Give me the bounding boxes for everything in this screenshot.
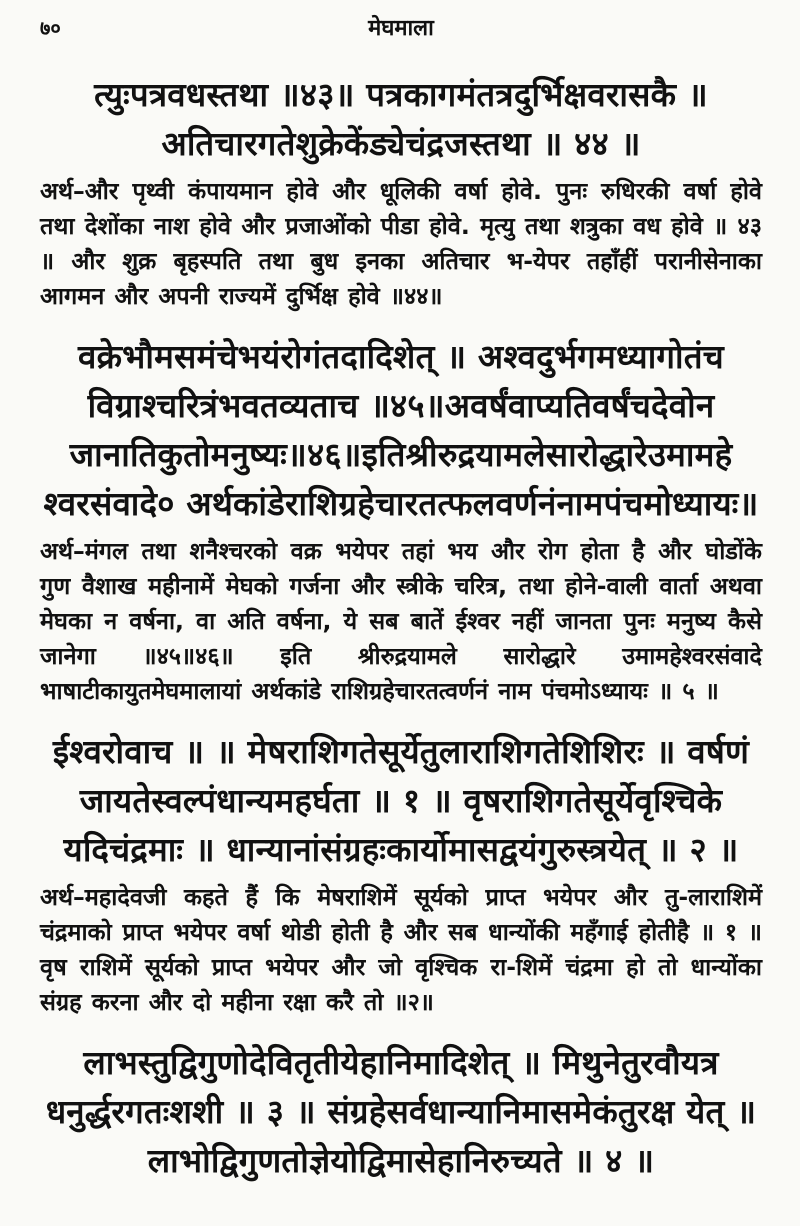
hindi-commentary-1-2: अर्थ–महादेवजी कहते हैं कि मेषराशिमें सूर्यको प्राप्त भयेपर और तु-लाराशिमें चंद्रमाको प्राप्त भयेपर वर्षा थोडी होती है और सब धान्योंकी महँगाई होतीहै ॥ १ ॥ वृष राशिमें सूर्यको प्राप्त भयेपर और जो वृश्चिक रा-शिमें चंद्रमा हो तो धान्योंका संग्रह करना और दो महीना रक्षा करै तो ॥२॥ (40, 883, 762, 1016)
page-body (40, 70, 762, 1185)
hindi-commentary-43-44: अर्थ–और पृथ्वी कंपायमान होवे और धूलिकी वर्षा होवे. पुनः रुधिरकी वर्षा होवे तथा देशोंका नाश होवे और प्रजाओंको पीडा होवे. मृत्यु तथा शत्रुका वध होवे ॥ ४३ ॥ और शुक्र बृहस्पति तथा बुध इनका अतिचार भ-येपर तहाँहीं परानीसेनाका आगमन और अपनी राज्यमें दुर्भिक्ष होवे ॥४४॥ (40, 177, 762, 310)
sanskrit-verse-45-46-colophon: वक्रेभौमसमंचेभयंरोगंतदादिशेत् ॥ अश्वदुर्भगमध्यागोतंच विग्राश्चरित्रंभवतव्यताच ॥४५॥अवर्षंवाप्यतिवर्षंचदेवोन जानातिकुतोमनुष्यः॥४६॥इतिश्रीरुद्रयामलेसारोद्धारेउमामहे श्वरसंवादे० अर्थकांडेराशिग्रहेचारतत्फलवर्णनंनामपंचमोध्यायः॥ (43, 337, 759, 523)
running-header (40, 10, 762, 44)
running-title: मेघमाला (368, 16, 434, 41)
page-number: ७० (40, 16, 61, 40)
hindi-commentary-45-46-colophon: अर्थ–मंगल तथा शनैश्चरको वक्र भयेपर तहां भय और रोग होता है और घोडोंके गुण वैशाख महीनामें मेघको गर्जना और स्त्रीके चरित्र, तथा होने-वाली वार्ता अथवा मेघका न वर्षना, वा अति वर्षना, ये सब बातें ईश्वर नहीं जानता पुनः मनुष्य कैसे जानेगा ॥४५॥४६॥ इति श्रीरुद्रयामले सारोद्धारे उमामहेश्वरसंवादे भाषाटीकायुतमेघमालायां अर्थकांडे राशिग्रहेचारतत्वर्णनं नाम पंचमोऽध्यायः ॥ ५ ॥ (40, 537, 762, 705)
sanskrit-verse-1-2: ईश्वरोवाच ॥ ॥ मेषराशिगतेसूर्येतुलाराशिगतेशिशिरः ॥ वर्षणं जायतेस्वल्पंधान्यमहर्घता ॥ १ ॥ वृषराशिगतेसूर्येवृश्चिके यदिचंद्रमाः ॥ धान्यानांसंग्रहःकार्योमासद्वयंगुरुस्त्रयेत् ॥ २ ॥ (52, 732, 750, 869)
sanskrit-verse-3-4: लाभस्तुद्विगुणोदेवितृतीयेहानिमादिशेत् ॥ मिथुनेतुरवौयत्र धनुर्द्धरगतःशशी ॥ ३ ॥ संग्रहेसर्वधान्यानिमासमेकंतुरक्ष येत् ॥ लाभोद्विगुणतोज्ञेयोद्विमासेहानिरुच्यते ॥ ४ ॥ (45, 1043, 757, 1180)
sanskrit-verse-43-44: त्युःपत्रवधस्तथा ॥४३॥ पत्रकागमंतत्रदुर्भिक्षवरासकै ॥ अतिचारगतेशुक्रेकेंड्येचंद्रजस्तथा ॥ ४४ ॥ (94, 75, 708, 163)
